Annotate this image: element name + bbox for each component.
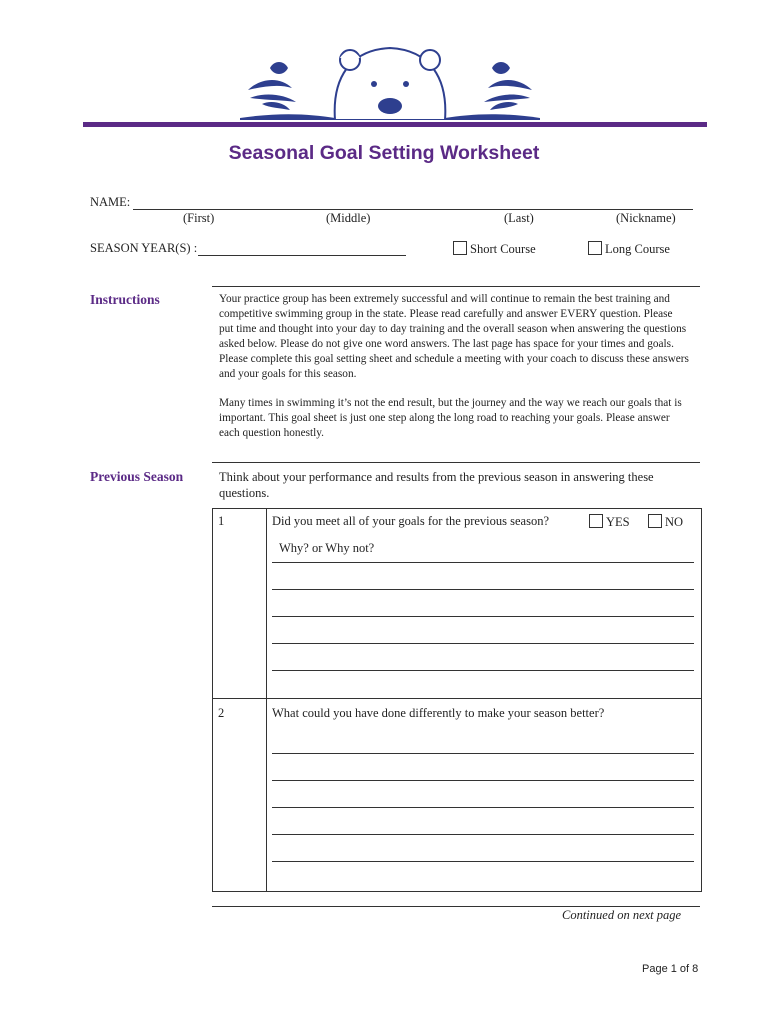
instructions-top-rule <box>212 286 700 287</box>
answer-line[interactable] <box>272 834 694 835</box>
answer-line[interactable] <box>272 643 694 644</box>
table-column-divider <box>266 508 267 891</box>
answer-line[interactable] <box>272 562 694 563</box>
continued-note: Continued on next page <box>562 908 682 922</box>
answer-line[interactable] <box>272 753 694 754</box>
polar-bear-logo <box>240 38 540 120</box>
question-1-number: 1 <box>218 514 225 528</box>
page-title: Seasonal Goal Setting Worksheet <box>228 142 540 164</box>
answer-line[interactable] <box>272 616 694 617</box>
short-course-label: Short Course <box>470 242 536 256</box>
header-divider <box>83 122 707 127</box>
question-2-number: 2 <box>218 706 225 720</box>
answer-line[interactable] <box>272 589 694 590</box>
nickname-caption: (Nickname) <box>616 211 676 225</box>
long-course-checkbox[interactable] <box>588 241 602 255</box>
question-1-no-option[interactable] <box>648 514 683 530</box>
previous-season-label: Previous Season <box>90 469 184 484</box>
question-1-yes-option[interactable] <box>589 514 630 530</box>
no-label: NO <box>665 515 684 529</box>
middle-name-caption: (Middle) <box>326 211 371 225</box>
answer-line[interactable] <box>272 807 694 808</box>
answer-line[interactable] <box>272 861 694 862</box>
short-course-checkbox[interactable] <box>453 241 467 255</box>
yes-checkbox[interactable] <box>589 514 603 528</box>
no-checkbox[interactable] <box>648 514 662 528</box>
short-course-option[interactable] <box>453 241 536 257</box>
name-label: NAME: <box>90 195 131 209</box>
instructions-paragraph-2: Many times in swimming it’s not the end result, but the journey and the way we reach our goals that is important. This goal sheet is just one step along the long road to reaching your goals. Please answer each question honestly. <box>219 397 682 439</box>
previous-season-top-rule <box>212 462 700 463</box>
page-number: Page 1 of 8 <box>642 963 699 975</box>
answer-line[interactable] <box>272 670 694 671</box>
footer-rule <box>212 906 700 907</box>
answer-line[interactable] <box>272 780 694 781</box>
instructions-paragraph-1: Your practice group has been extremely successful and will continue to remain the best training and competitive swimming group in the state. Please read carefully and answer EVERY question. Please put time and thought into your day to day training and the overall season when answering the questions asked below. Please do not give one word answers. The last page has space for your times and goals. Please complete this goal setting sheet and schedule a meeting with your coach to discuss these answers and your goals for this season. <box>219 293 689 380</box>
question-1-followup: Why? or Why not? <box>279 541 375 555</box>
question-2-text: What could you have done differently to make your season better? <box>272 706 605 720</box>
season-field[interactable] <box>198 255 406 256</box>
yes-label: YES <box>606 515 630 529</box>
long-course-label: Long Course <box>605 242 670 256</box>
instructions-label: Instructions <box>90 292 160 307</box>
long-course-option[interactable] <box>588 241 670 257</box>
last-name-caption: (Last) <box>504 211 534 225</box>
table-row-divider <box>212 698 701 699</box>
previous-season-intro: Think about your performance and results from the previous season in answering these questions. <box>219 470 654 500</box>
name-field[interactable] <box>133 209 693 210</box>
first-name-caption: (First) <box>183 211 215 225</box>
question-1-text: Did you meet all of your goals for the previous season? <box>272 514 550 528</box>
season-label: SEASON YEAR(S) : <box>90 241 198 255</box>
